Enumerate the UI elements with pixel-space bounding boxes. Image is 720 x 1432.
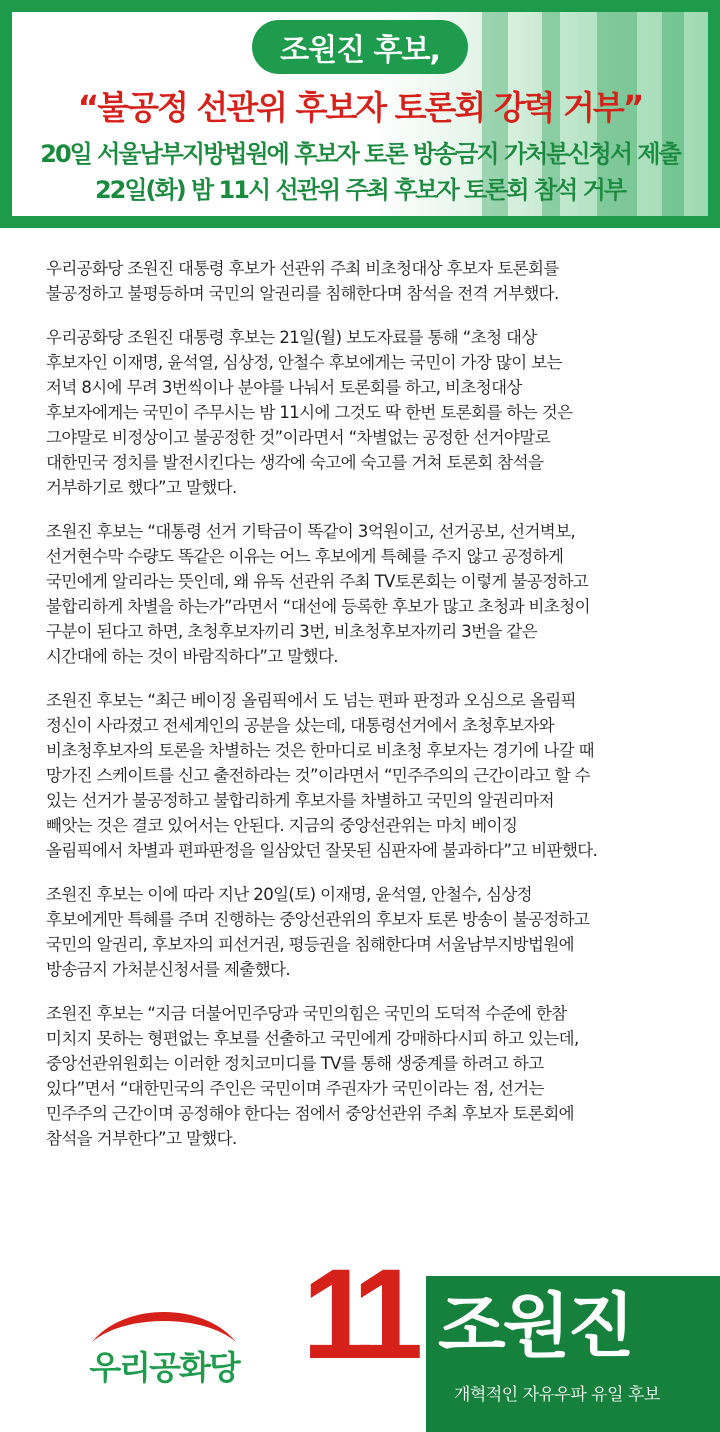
paragraph-6: 조원진 후보는 “지금 더불어민주당과 국민의힘은 국민의 도덕적 수준에 한참 미치지 못하는 형편없는 후보를 선출하고 국민에게 강매하다시피 하고 있는데, 중앙선관위원회는 이러한 정치코미디를 TV를 통해 생중계를 하려고 하고 있다”면서 “대한민국의 주인은 국민이며 주권자가 국민이라는 점, 선거는 민주주의 근간이며 공정해야 한다는 점에서 중앙선관위 주최 후보자 토론회에 참석을 거부한다”고 말했다.: [46, 1004, 579, 1148]
candidate-number: 11: [302, 1243, 410, 1386]
headline: “불공정 선관위 후보자 토론회 강력 거부”: [77, 88, 643, 127]
header-title: 조원진 후보,: [252, 20, 468, 74]
header-panel: [12, 12, 708, 216]
candidate-name: 조원진: [438, 1285, 632, 1367]
subheadline-1: 20일 서울남부지방법원에 후보자 토론 방송금지 가처분신청서 제출: [40, 140, 680, 168]
party-name: 우리공화당: [89, 1348, 239, 1387]
header-text-group: [12, 12, 708, 216]
paragraph-5: 조원진 후보는 이에 따라 지난 20일(토) 이재명, 윤석열, 안철수, 심상정 후보에게만 특혜를 주며 진행하는 중앙선관위의 후보자 토론 방송이 불공정하고 국민의 알권리, 후보자의 피선거권, 평등권을 침해한다며 서울남부지방법원에 방송금지 가처분신청서를 제출했다.: [46, 885, 590, 979]
paragraph-3: 조원진 후보는 “대통령 선거 기탁금이 똑같이 3억원이고, 선거공보, 선거벽보, 선거현수막 수량도 똑같은 이유는 어느 후보에게 특혜를 주지 않고 공정하게 국민에게 알리라는 뜻인데, 왜 유독 선관위 주최 TV토론회는 이렇게 불공정하고 불합리하게 차별을 하는가”라면서 “대선에 등록한 후보가 많고 초청과 비초청이 구분이 된다고 하면, 초청후보자끼리 3번, 비초청후보자끼리 3번을 같은 시간대에 하는 것이 바람직하다”고 말했다.: [46, 522, 590, 666]
paragraph-4: 조원진 후보는 “최근 베이징 올림픽에서 도 넘는 편파 판정과 오심으로 올림픽 정신이 사라졌고 전세계인의 공분을 샀는데, 대통령선거에서 초청후보자와 비초청후보자의 토론을 차별하는 것은 한마디로 비초청 후보자는 경기에 나갈 때 망가진 스케이트를 신고 출전하라는 것”이라면서 “민주주의의 근간이라고 할 수 있는 선거가 불공정하고 불합리하게 후보자를 차별하고 국민의 알권리마저 빼앗는 것은 결코 있어서는 안된다. 지금의 중앙선관위는 마치 베이징 올림픽에서 차별과 편파판정을 일삼았던 잘못된 심판자에 불과하다”고 비판했다.: [46, 691, 598, 860]
header-banner: [0, 0, 720, 228]
paragraph-2: 우리공화당 조원진 대통령 후보는 21일(월) 보도자료를 통해 “초청 대상 후보자인 이재명, 윤석열, 심상정, 안철수 후보에게는 국민이 가장 많이 보는 저녁 8시에 무려 3번씩이나 분야를 나눠서 토론회를 하고, 비초청대상 후보자에게는 국민이 주무시는 밤 11시에 그것도 딱 한번 토론회를 하는 것은 그야말로 비정상이고 불공정한 것”이라면서 “차별없는 공정한 선거야말로 대한민국 정치를 발전시킨다는 생각에 숙고에 숙고를 거쳐 토론회 참석을 거부하기로 했다”고 말했다.: [46, 328, 573, 497]
paragraph-1: 우리공화당 조원진 대통령 후보가 선관위 주최 비초청대상 후보자 토론회를 불공정하고 불평등하며 국민의 알권리를 침해한다며 참석을 전격 거부했다.: [46, 259, 559, 303]
party-arc-icon: [84, 1296, 244, 1346]
candidate-slogan: 개혁적인 자유우파 유일 후보: [454, 1385, 660, 1405]
subheadline-2: 22일(화) 밤 11시 선관위 주최 후보자 토론회 참석 거부: [94, 176, 626, 204]
article-body: [46, 256, 696, 1170]
party-logo: [84, 1296, 244, 1386]
